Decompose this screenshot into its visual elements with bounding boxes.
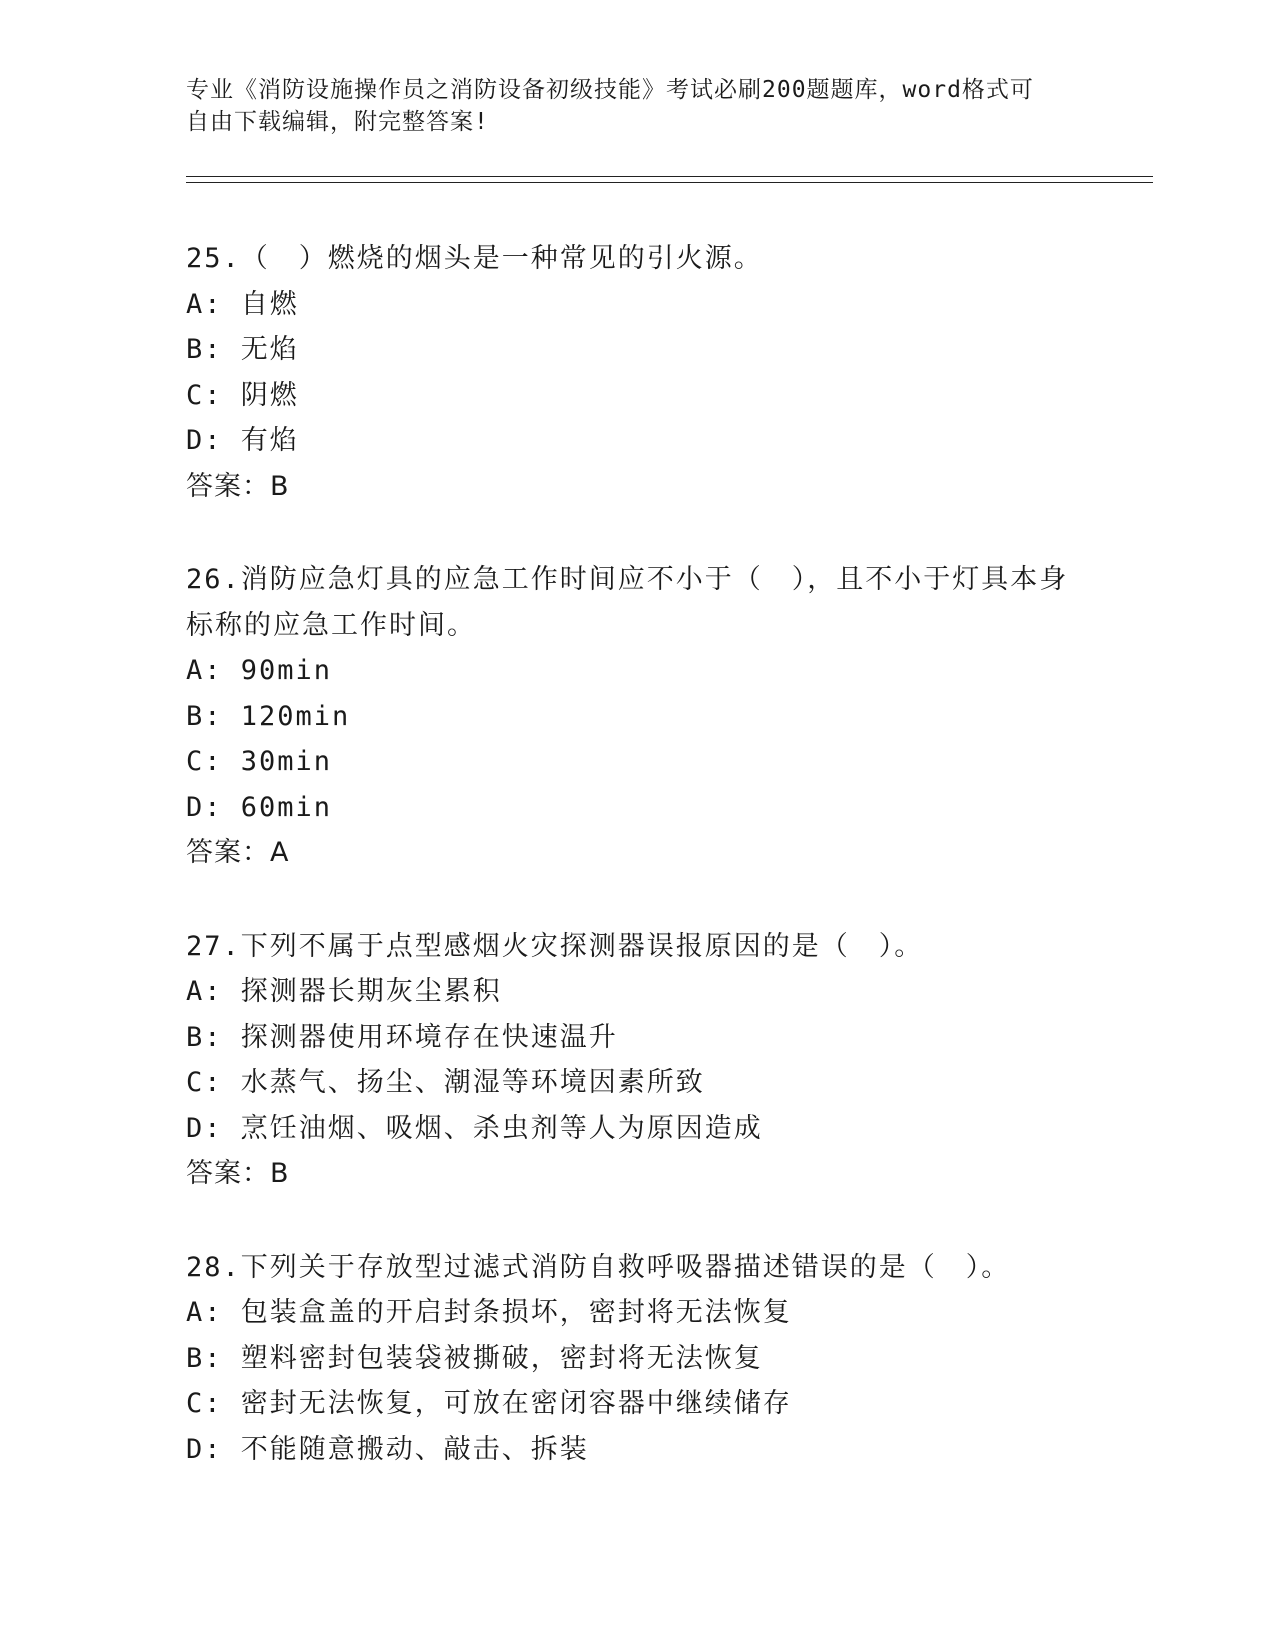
header-divider-top: [186, 176, 1153, 177]
header-line-1: 专业《消防设施操作员之消防设备初级技能》考试必刷200题题库，word格式可: [186, 77, 1034, 103]
option-b: B: 无焰: [186, 334, 299, 365]
answer: 答案：A: [186, 837, 290, 868]
question-28: [186, 1245, 1086, 1473]
question-stem: 25.（ ）燃烧的烟头是一种常见的引火源。: [186, 243, 763, 274]
option-b: B: 120min: [186, 700, 351, 732]
question-stem: 27.下列不属于点型感烟火灾探测器误报原因的是（ ）。: [186, 930, 924, 962]
option-a: A: 探测器长期灰尘累积: [186, 976, 502, 1007]
option-a: A: 自燃: [186, 288, 299, 320]
question-27: [186, 924, 1086, 1197]
option-d: D: 烹饪油烟、吸烟、杀虫剂等人为原因造成: [186, 1112, 763, 1144]
option-b: B: 探测器使用环境存在快速温升: [186, 1021, 618, 1053]
question-list: [186, 236, 1086, 1520]
option-c: C: 水蒸气、扬尘、潮湿等环境因素所致: [186, 1067, 705, 1098]
header-line-2: 自由下载编辑，附完整答案!: [186, 109, 489, 135]
option-c: C: 30min: [186, 746, 333, 777]
question-stem: 28.下列关于存放型过滤式消防自救呼吸器描述错误的是（ ）。: [186, 1251, 1011, 1283]
option-a: A: 90min: [186, 655, 333, 686]
question-26: [186, 557, 1086, 876]
question-stem: 26.消防应急灯具的应急工作时间应不小于（ ），且不小于灯具本身标称的应急工作时间。: [186, 564, 1069, 641]
question-25: [186, 236, 1086, 509]
option-c: C: 密封无法恢复，可放在密闭容器中继续储存: [186, 1388, 792, 1419]
document-header: [186, 74, 1086, 138]
header-divider-bottom: [186, 182, 1153, 183]
option-c: C: 阴燃: [186, 379, 299, 411]
option-d: D: 60min: [186, 791, 333, 823]
answer: 答案：B: [186, 1158, 290, 1189]
option-d: D: 有焰: [186, 425, 299, 456]
option-b: B: 塑料密封包装袋被撕破，密封将无法恢复: [186, 1342, 763, 1374]
option-a: A: 包装盒盖的开启封条损坏，密封将无法恢复: [186, 1297, 792, 1328]
answer: 答案：B: [186, 470, 290, 502]
option-d: D: 不能随意搬动、敲击、拆装: [186, 1433, 589, 1465]
